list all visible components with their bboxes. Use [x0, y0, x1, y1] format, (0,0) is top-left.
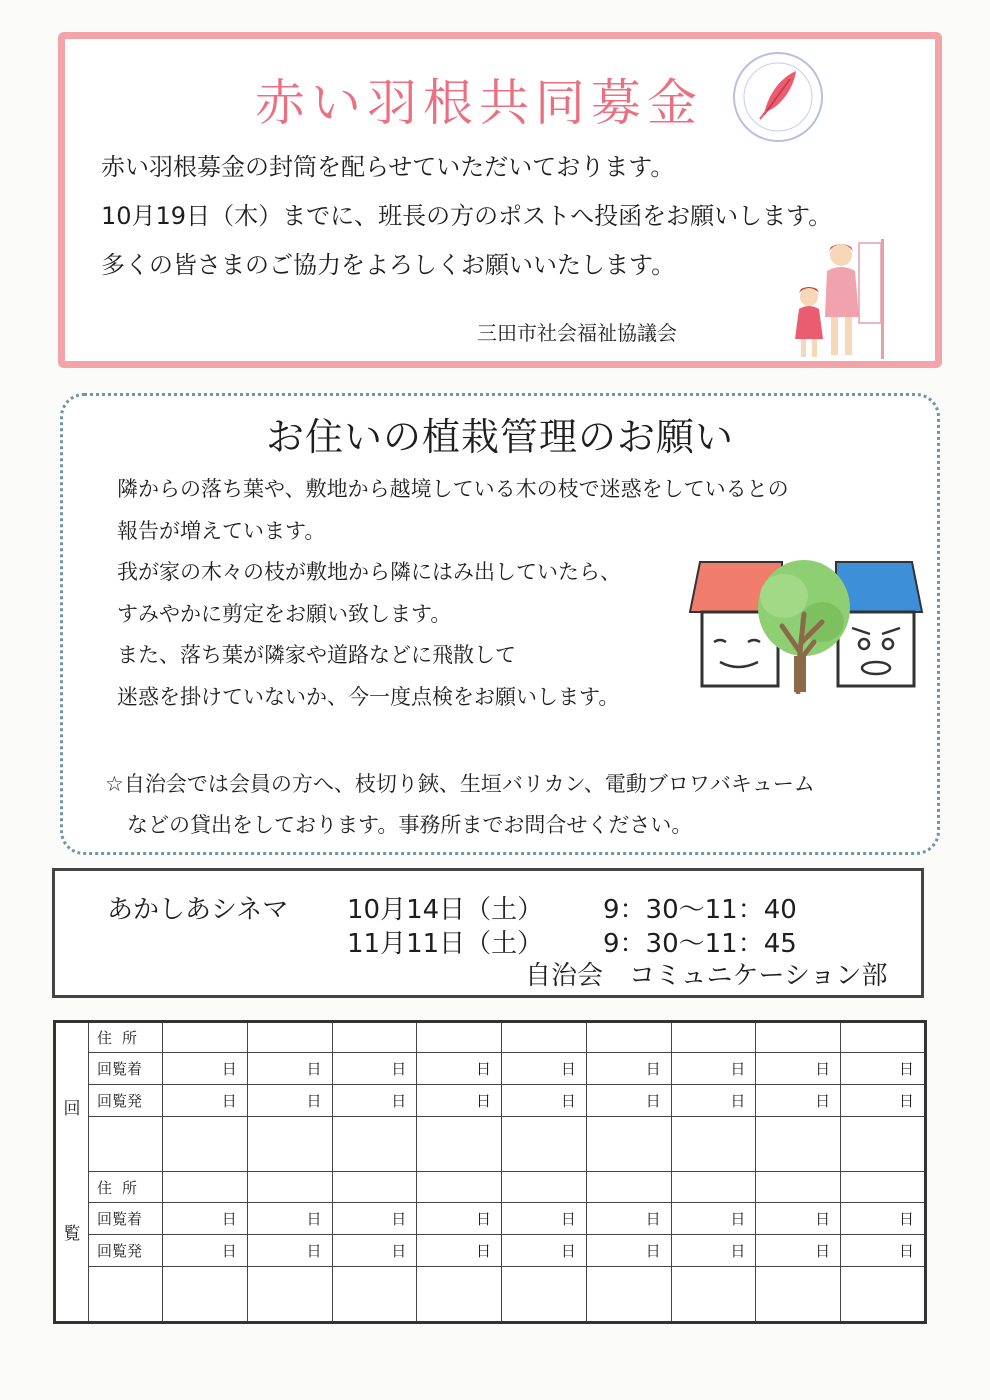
- notice-line-2: などの貸出をしております。事務所までお問合せください。: [127, 813, 693, 837]
- address-label: 住所: [89, 1022, 163, 1053]
- table-row: [55, 1203, 926, 1235]
- notes-cell: [163, 1116, 248, 1172]
- cinema-session-2-date: 11月11日（土）: [347, 929, 544, 959]
- arrive-day-cell: 日: [163, 1052, 248, 1084]
- notes-cell: [586, 1267, 671, 1323]
- depart-day-cell: 日: [332, 1084, 417, 1116]
- red-feather-title: 赤い羽根共同募金: [255, 74, 703, 132]
- address-cell: [841, 1172, 926, 1203]
- arrive-day-cell: 日: [671, 1052, 756, 1084]
- address-cell: [841, 1022, 926, 1053]
- arrive-label: 回覧着: [89, 1052, 163, 1084]
- notes-cell: [841, 1267, 926, 1323]
- depart-day-cell: 日: [332, 1235, 417, 1267]
- depart-day-cell: 日: [247, 1235, 332, 1267]
- arrive-day-cell: 日: [417, 1203, 502, 1235]
- notes-cell: [586, 1116, 671, 1172]
- depart-day-cell: 日: [417, 1235, 502, 1267]
- notes-cell: [671, 1267, 756, 1323]
- address-cell: [247, 1022, 332, 1053]
- table-row: [55, 1084, 926, 1116]
- table-row: [55, 1022, 926, 1053]
- cinema-name: あかしあシネマ: [107, 895, 289, 925]
- depart-day-cell: 日: [756, 1235, 841, 1267]
- depart-day-cell: 日: [756, 1084, 841, 1116]
- cinema-session-2-time: 9：30～11：45: [603, 929, 797, 959]
- houses-tree-illustration-icon: [686, 556, 926, 694]
- arrive-day-cell: 日: [841, 1052, 926, 1084]
- table-row: [55, 1267, 926, 1323]
- circulation-side-label: 回 覧: [55, 1022, 89, 1323]
- arrive-day-cell: 日: [756, 1203, 841, 1235]
- depart-day-cell: 日: [586, 1235, 671, 1267]
- red-feather-organization: 三田市社会福祉協議会: [477, 321, 677, 345]
- arrive-day-cell: 日: [247, 1203, 332, 1235]
- arrive-day-cell: 日: [756, 1052, 841, 1084]
- arrive-day-cell: 日: [586, 1203, 671, 1235]
- address-cell: [247, 1172, 332, 1203]
- depart-day-cell: 日: [841, 1235, 926, 1267]
- depart-label: 回覧発: [89, 1084, 163, 1116]
- planting-line-1: 隣からの落ち葉や、敷地から越境している木の枝で迷惑をしているとの: [117, 477, 789, 501]
- mother-child-illustration-icon: [785, 235, 887, 363]
- notes-cell: [502, 1267, 587, 1323]
- cinema-organizer: 自治会 コミュニケーション部: [525, 961, 888, 991]
- address-cell: [163, 1172, 248, 1203]
- depart-day-cell: 日: [417, 1084, 502, 1116]
- red-feather-section: [58, 32, 942, 368]
- planting-line-2: 報告が増えています。: [117, 518, 326, 543]
- planting-line-5: また、落ち葉が隣家や道路などに飛散して: [117, 643, 516, 667]
- notes-cell: [332, 1267, 417, 1323]
- depart-day-cell: 日: [163, 1084, 248, 1116]
- address-cell: [332, 1172, 417, 1203]
- depart-day-cell: 日: [502, 1235, 587, 1267]
- notes-cell: [671, 1116, 756, 1172]
- arrive-day-cell: 日: [671, 1203, 756, 1235]
- arrive-day-cell: 日: [502, 1203, 587, 1235]
- notes-cell: [756, 1116, 841, 1172]
- address-cell: [756, 1022, 841, 1053]
- arrive-day-cell: 日: [586, 1052, 671, 1084]
- notice-line-1: ☆自治会では会員の方へ、枝切り鋏、生垣バリカン、電動ブロワバキューム: [105, 772, 815, 796]
- notes-cell: [247, 1116, 332, 1172]
- depart-day-cell: 日: [671, 1084, 756, 1116]
- notes-cell: [417, 1116, 502, 1172]
- circulation-table: [53, 1020, 927, 1324]
- notes-cell: [417, 1267, 502, 1323]
- depart-day-cell: 日: [586, 1084, 671, 1116]
- address-cell: [502, 1172, 587, 1203]
- notes-cell: [841, 1116, 926, 1172]
- table-row: [55, 1116, 926, 1172]
- address-cell: [756, 1172, 841, 1203]
- address-label: 住所: [89, 1172, 163, 1203]
- arrive-day-cell: 日: [247, 1052, 332, 1084]
- equipment-lending-notice: [105, 764, 815, 846]
- notes-cell: [247, 1267, 332, 1323]
- planting-line-4: すみやかに剪定をお願い致します。: [117, 601, 452, 626]
- notes-cell: [332, 1116, 417, 1172]
- address-cell: [417, 1172, 502, 1203]
- address-cell: [417, 1022, 502, 1053]
- address-cell: [163, 1022, 248, 1053]
- address-cell: [671, 1022, 756, 1053]
- arrive-day-cell: 日: [332, 1052, 417, 1084]
- arrive-day-cell: 日: [163, 1203, 248, 1235]
- notes-cell: [756, 1267, 841, 1323]
- planting-section: [60, 393, 940, 855]
- planting-title: お住いの植栽管理のお願い: [265, 415, 734, 459]
- cinema-session-1-time: 9：30～11：40: [603, 895, 797, 925]
- red-feather-line-1: 赤い羽根募金の封筒を配らせていただいております。: [101, 153, 675, 181]
- cinema-section: [52, 868, 924, 998]
- depart-day-cell: 日: [841, 1084, 926, 1116]
- red-feather-seal-icon: [730, 49, 826, 145]
- depart-day-cell: 日: [163, 1235, 248, 1267]
- notes-label-cell: [89, 1267, 163, 1323]
- arrive-day-cell: 日: [502, 1052, 587, 1084]
- red-feather-line-3: 多くの皆さまのご協力をよろしくお願いいたします。: [101, 251, 676, 279]
- depart-day-cell: 日: [671, 1235, 756, 1267]
- table-row: [55, 1052, 926, 1084]
- notes-label-cell: [89, 1116, 163, 1172]
- notes-cell: [163, 1267, 248, 1323]
- arrive-day-cell: 日: [841, 1203, 926, 1235]
- address-cell: [586, 1172, 671, 1203]
- depart-day-cell: 日: [247, 1084, 332, 1116]
- arrive-label: 回覧着: [89, 1203, 163, 1235]
- cinema-session-1-date: 10月14日（土）: [347, 895, 544, 925]
- arrive-day-cell: 日: [332, 1203, 417, 1235]
- depart-day-cell: 日: [502, 1084, 587, 1116]
- arrive-day-cell: 日: [417, 1052, 502, 1084]
- table-row: [55, 1235, 926, 1267]
- red-feather-line-2: 10月19日（木）までに、班長の方のポストへ投函をお願いします。: [101, 202, 833, 230]
- table-row: [55, 1172, 926, 1203]
- depart-label: 回覧発: [89, 1235, 163, 1267]
- address-cell: [671, 1172, 756, 1203]
- notes-cell: [502, 1116, 587, 1172]
- address-cell: [332, 1022, 417, 1053]
- planting-line-3: 我が家の木々の枝が敷地から隣にはみ出していたら、: [117, 560, 621, 584]
- address-cell: [586, 1022, 671, 1053]
- address-cell: [502, 1022, 587, 1053]
- planting-line-6: 迷惑を掛けていないか、今一度点検をお願いします。: [117, 684, 620, 709]
